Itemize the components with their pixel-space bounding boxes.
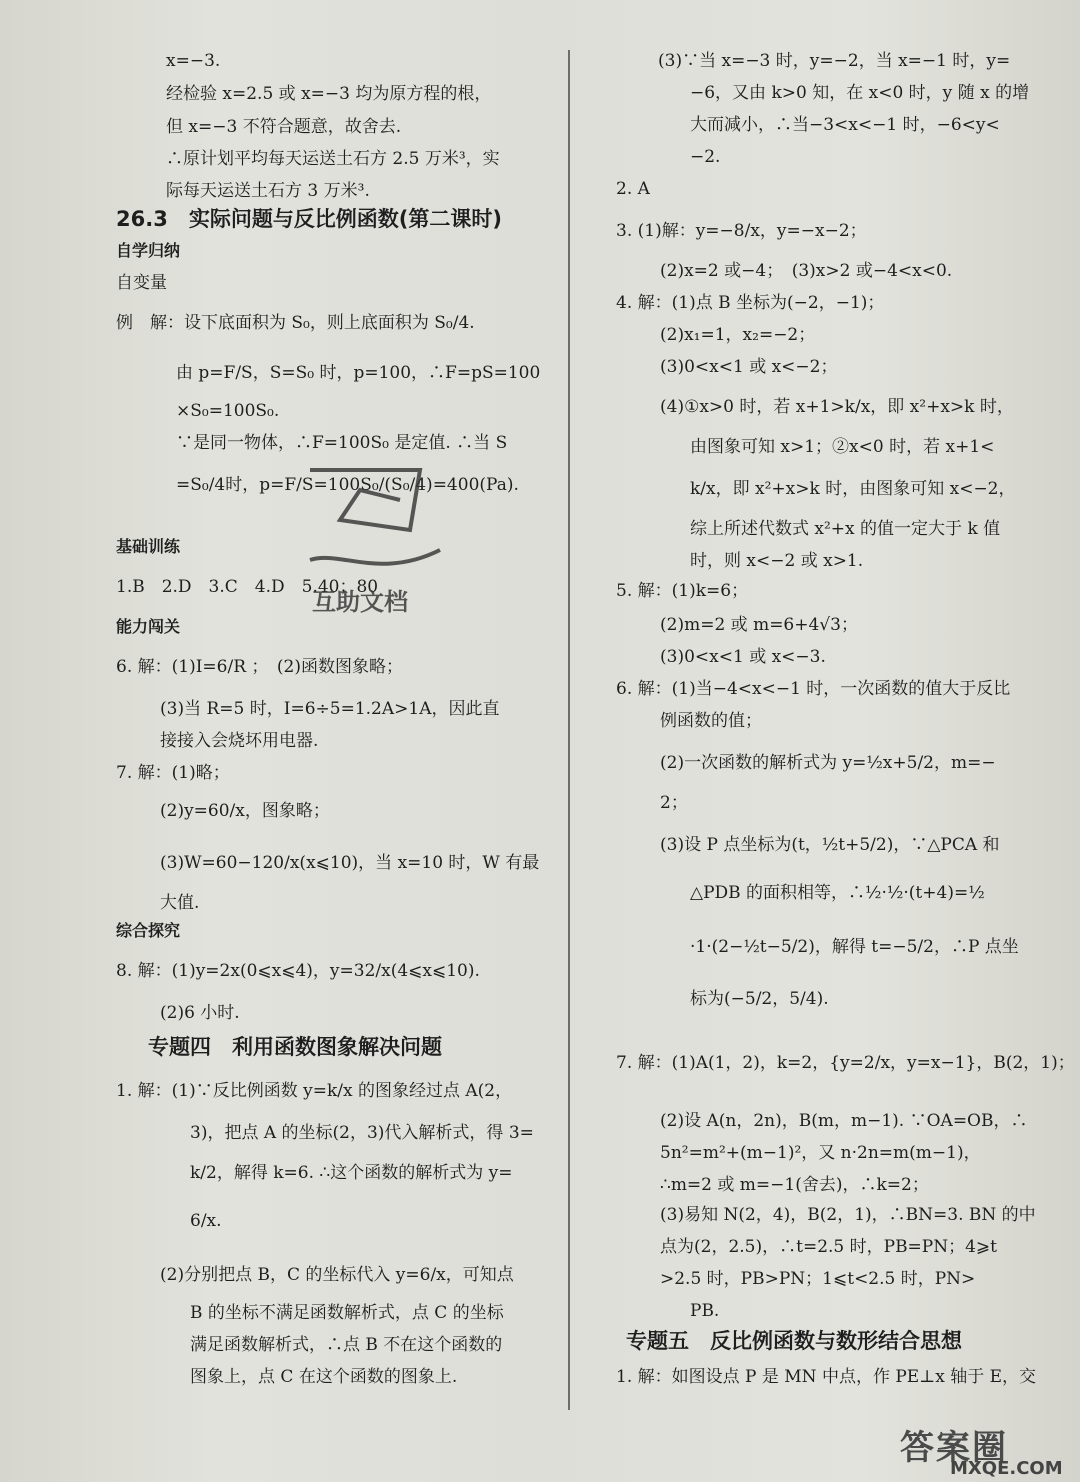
text-line: 满足函数解析式，∴点 B 不在这个函数的 [190,1335,503,1355]
text-line: =S₀/4时，p=F/S=100S₀/(S₀/4)=400(Pa). [176,475,519,495]
section-heading: 专题四 利用函数图象解决问题 [148,1035,442,1059]
text-line: (3)易知 N(2，4)，B(2，1)，∴BN=3. BN 的中 [660,1205,1036,1225]
text-line: 1. 解：(1)∵反比例函数 y=k/x 的图象经过点 A(2， [116,1081,513,1101]
text-line: (2)一次函数的解析式为 y=½x+5/2，m=− [660,753,996,773]
text-line: (3)0<x<1 或 x<−3. [660,647,826,667]
text-line: 例函数的值； [660,711,762,731]
watermark-logo [300,450,450,600]
text-line: 但 x=−3 不符合题意，故舍去. [166,117,402,137]
text-line: k/2，解得 k=6. ∴这个函数的解析式为 y= [190,1163,513,1183]
text-line: (3)W=60−120/x(x⩽10)，当 x=10 时，W 有最 [160,853,540,873]
text-line: 5n²=m²+(m−1)²，又 n·2n=m(m−1)， [660,1143,981,1163]
text-line: (3)当 R=5 时，I=6÷5=1.2A>1A，因此直 [160,699,500,719]
text-line: 点为(2，2.5)，∴t=2.5 时，PB=PN；4⩾t [660,1237,998,1257]
text-line: 际每天运送土石方 3 万米³. [166,181,370,201]
text-line: 大而减小，∴当−3<x<−1 时，−6<y< [690,115,1000,135]
text-line: 4. 解：(1)点 B 坐标为(−2，−1)； [616,293,885,313]
text-line: ∵是同一物体，∴F=100S₀ 是定值. ∴当 S [176,433,508,453]
text-line: B 的坐标不满足函数解析式，点 C 的坐标 [190,1303,504,1323]
text-line: x=−3. [166,51,221,71]
text-line: 7. 解：(1)略； [116,763,230,783]
subsection-title: 能力闯关 [116,617,181,636]
text-line: 经检验 x=2.5 或 x=−3 均为原方程的根， [166,84,492,104]
text-line: (2)设 A(n，2n)，B(m，m−1). ∵OA=OB，∴ [660,1111,1028,1131]
text-line: PB. [690,1301,720,1321]
text-line: 例 解：设下底面积为 S₀，则上底面积为 S₀/4. [116,313,475,333]
section-heading: 26.3 实际问题与反比例函数(第二课时) [116,207,503,231]
text-line: ×S₀=100S₀. [176,401,280,421]
text-line: (2)y=60/x，图象略； [160,801,330,821]
text-line: 接接入会烧坏用电器. [160,731,319,751]
text-line: (4)①x>0 时，若 x+1>k/x，即 x²+x>k 时， [660,397,1014,417]
text-line: (2)6 小时. [160,1003,240,1023]
text-line: 2. A [616,179,650,199]
text-line: 3. (1)解：y=−8/x，y=−x−2； [616,221,867,241]
text-line: 由图象可知 x>1；②x<0 时，若 x+1< [690,437,995,457]
text-line: (2)m=2 或 m=6+4√3； [660,615,858,635]
column-divider [568,50,570,1410]
text-line: >2.5 时，PB>PN；1⩽t<2.5 时，PN> [660,1269,976,1289]
text-line: (2)x₁=1，x₂=−2； [660,325,816,345]
text-line: 时，则 x<−2 或 x>1. [690,551,864,571]
text-line: 图象上，点 C 在这个函数的图象上. [190,1367,458,1387]
section-heading: 专题五 反比例函数与数形结合思想 [626,1329,962,1353]
text-line: −2. [690,147,721,167]
text-line: ∴原计划平均每天运送土石方 2.5 万米³，实 [166,149,500,169]
text-line: 1.B 2.D 3.C 4.D 5.40；80 [116,577,379,597]
watermark-text: 互助文档 [312,588,408,616]
text-line: (2)分别把点 B，C 的坐标代入 y=6/x，可知点 [160,1265,514,1285]
text-line: △PDB 的面积相等，∴½·½·(t+4)=½ [690,883,985,903]
text-line: 标为(−5/2，5/4). [690,989,829,1009]
text-line: −6，又由 k>0 知，在 x<0 时，y 随 x 的增 [690,83,1030,103]
site-mark: MXQE.COM [950,1458,1063,1479]
text-line: 由 p=F/S，S=S₀ 时，p=100，∴F=pS=100 [176,363,541,383]
subsection-title: 基础训练 [116,537,181,556]
text-line: ∴m=2 或 m=−1(舍去)，∴k=2； [660,1175,929,1195]
text-line: 8. 解：(1)y=2x(0⩽x⩽4)，y=32/x(4⩽x⩽10). [116,961,480,981]
text-line: 大值. [160,893,200,913]
text-line: 综上所述代数式 x²+x 的值一定大于 k 值 [690,519,1001,539]
subsection-title: 自学归纳 [116,241,181,260]
text-line: (2)x=2 或−4； (3)x>2 或−4<x<0. [660,261,953,281]
text-line: 2； [660,793,688,813]
text-line: 6. 解：(1)I=6/R ； (2)函数图象略； [116,657,403,677]
text-line: 5. 解：(1)k=6； [616,581,749,601]
text-line: ·1·(2−½t−5/2)，解得 t=−5/2，∴P 点坐 [690,937,1019,957]
text-line: 7. 解：(1)A(1，2)，k=2，{y=2/x，y=x−1}，B(2，1)； [616,1053,1075,1073]
text-line: (3)0<x<1 或 x<−2； [660,357,838,377]
text-line: (3)∵当 x=−3 时，y=−2，当 x=−1 时，y= [658,51,1011,71]
text-line: (3)设 P 点坐标为(t，½t+5/2)，∵△PCA 和 [660,835,1000,855]
text-line: k/x，即 x²+x>k 时，由图象可知 x<−2， [690,479,1016,499]
text-line: 1. 解：如图设点 P 是 MN 中点，作 PE⊥x 轴于 E，交 [616,1367,1037,1387]
text-line: 6/x. [190,1211,222,1231]
subsection-title: 综合探究 [116,921,181,940]
text-line: 6. 解：(1)当−4<x<−1 时，一次函数的值大于反比 [616,679,1011,699]
corner-logo: 答案圈 [900,1428,1008,1468]
text-line: 3)，把点 A 的坐标(2，3)代入解析式，得 3= [190,1123,534,1143]
text-line: 自变量 [116,273,167,293]
